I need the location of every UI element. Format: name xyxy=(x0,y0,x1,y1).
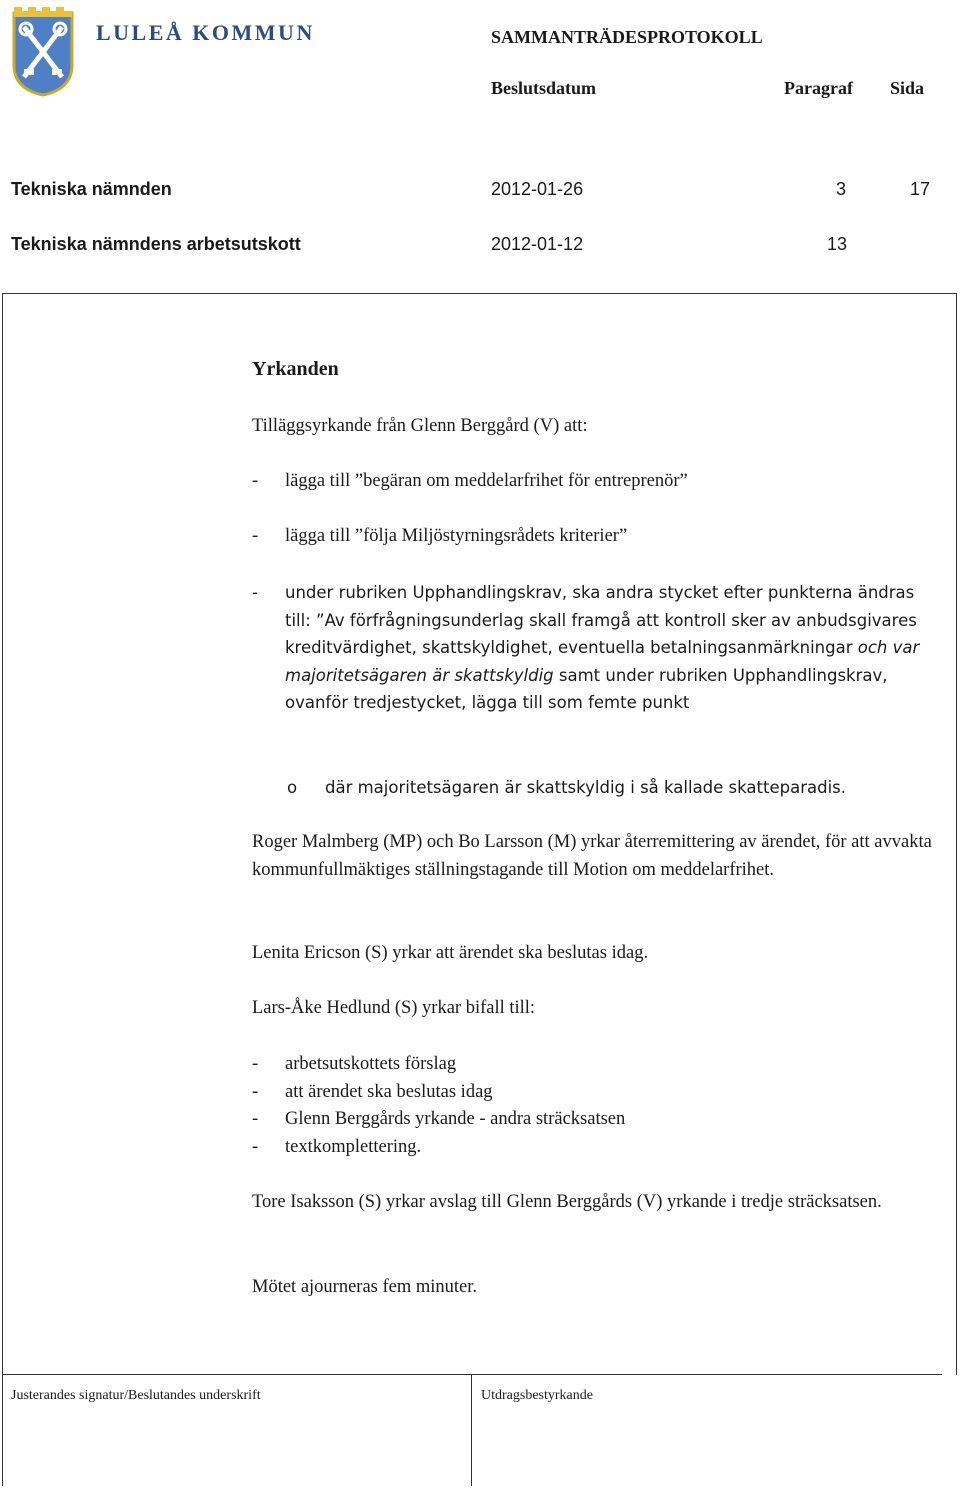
dash-bullet: - xyxy=(252,583,258,602)
paragraph-block xyxy=(252,995,942,1023)
paragraph: Mötet ajourneras fem minuter. xyxy=(252,1277,478,1297)
sub-list-item xyxy=(252,774,942,802)
sub-list-item-text: där majoritetsägaren är skattskyldig i så kallade skatteparadis. xyxy=(325,778,846,797)
signature-field-label: Justerandes signatur/Beslutandes underskrift xyxy=(11,1388,261,1403)
column-label-paragraph: Paragraf xyxy=(784,78,853,98)
paragraph: Lenita Ericson (S) yrkar att ärendet ska beslutas idag. xyxy=(252,943,649,963)
dash-bullet: - xyxy=(252,471,259,491)
list-item-text: att ärendet ska beslutas idag xyxy=(285,1081,493,1102)
paragraph-block xyxy=(252,940,942,968)
paragraph-number: 3 xyxy=(836,179,847,199)
dash-bullet: - xyxy=(252,1081,259,1102)
paragraph-block xyxy=(252,1189,942,1217)
paragraph-block xyxy=(252,829,942,884)
list-item-text: Glenn Berggårds yrkande - andra sträcksatsen xyxy=(285,1109,626,1129)
dash-bullet: - xyxy=(252,1054,259,1074)
municipality-name: LULEÅ KOMMUN xyxy=(96,20,315,45)
paragraph: Roger Malmberg (MP) och Bo Larsson (M) yrkar återremittering av ärendet, för att avvakta kommunfullmäktiges ställningstagande till Motion om meddelarfrihet. xyxy=(252,832,932,880)
paragraph: Tore Isaksson (S) yrkar avslag till Glenn Berggårds (V) yrkande i tredje sträcksatsen. xyxy=(252,1192,882,1212)
paragraph: Lars-Åke Hedlund (S) yrkar bifall till: xyxy=(252,998,536,1018)
dash-bullet: - xyxy=(252,1109,259,1129)
column-label-date: Beslutsdatum xyxy=(491,78,597,98)
list-item-text: under rubriken Upphandlingskrav, ska andra stycket efter punkterna ändras till: ”Av förfrågningsunderlag skall framgå att kontroll sker av anbudsgivares kreditvärdighet, skattskyldighet, eventuella betalningsanmärkningar xyxy=(285,583,917,657)
list-item xyxy=(252,523,942,551)
list-item-text: lägga till ”följa Miljöstyrningsrådets kriterier” xyxy=(285,526,628,546)
list-item-text: samt under rubriken Upphandlingskrav, ovanför tredjestycket, lägga till som femte punkt xyxy=(285,665,888,712)
page-number: 17 xyxy=(910,179,931,199)
list-item-text: lägga till ”begäran om meddelarfrihet för entreprenör” xyxy=(285,471,688,491)
heading-yrkanden: Yrkanden xyxy=(252,358,339,380)
list-item-text: arbetsutskottets förslag xyxy=(285,1054,457,1074)
document-type: SAMMANTRÄDESPROTOKOLL xyxy=(491,27,763,47)
footer-column-divider xyxy=(471,1374,472,1486)
coat-of-arms-logo xyxy=(12,5,74,97)
committee-name: Tekniska nämnden xyxy=(11,179,172,199)
circle-bullet: o xyxy=(287,778,298,797)
paragraph-number: 13 xyxy=(827,234,848,254)
supplementary-motion-intro xyxy=(252,413,942,441)
decision-date: 2012-01-26 xyxy=(491,179,584,199)
list-item-text: textkomplettering. xyxy=(285,1136,422,1157)
paragraph: Tilläggsyrkande från Glenn Berggård (V) att: xyxy=(252,416,588,436)
italic-text: och var majoritetsägaren är skattskyldig xyxy=(285,638,920,685)
paragraph-block xyxy=(252,1274,942,1302)
support-list xyxy=(252,1051,942,1161)
list-item xyxy=(252,579,942,717)
column-label-page: Sida xyxy=(890,78,925,98)
footer-divider xyxy=(2,1374,942,1375)
decision-date: 2012-01-12 xyxy=(491,234,584,254)
committee-name: Tekniska nämndens arbetsutskott xyxy=(11,234,301,254)
dash-bullet: - xyxy=(252,1136,259,1157)
dash-bullet: - xyxy=(252,526,259,546)
footer-border-left xyxy=(2,1374,3,1486)
extract-certification-label: Utdragsbestyrkande xyxy=(481,1388,593,1403)
list-item xyxy=(252,468,942,496)
section-heading xyxy=(252,356,942,384)
